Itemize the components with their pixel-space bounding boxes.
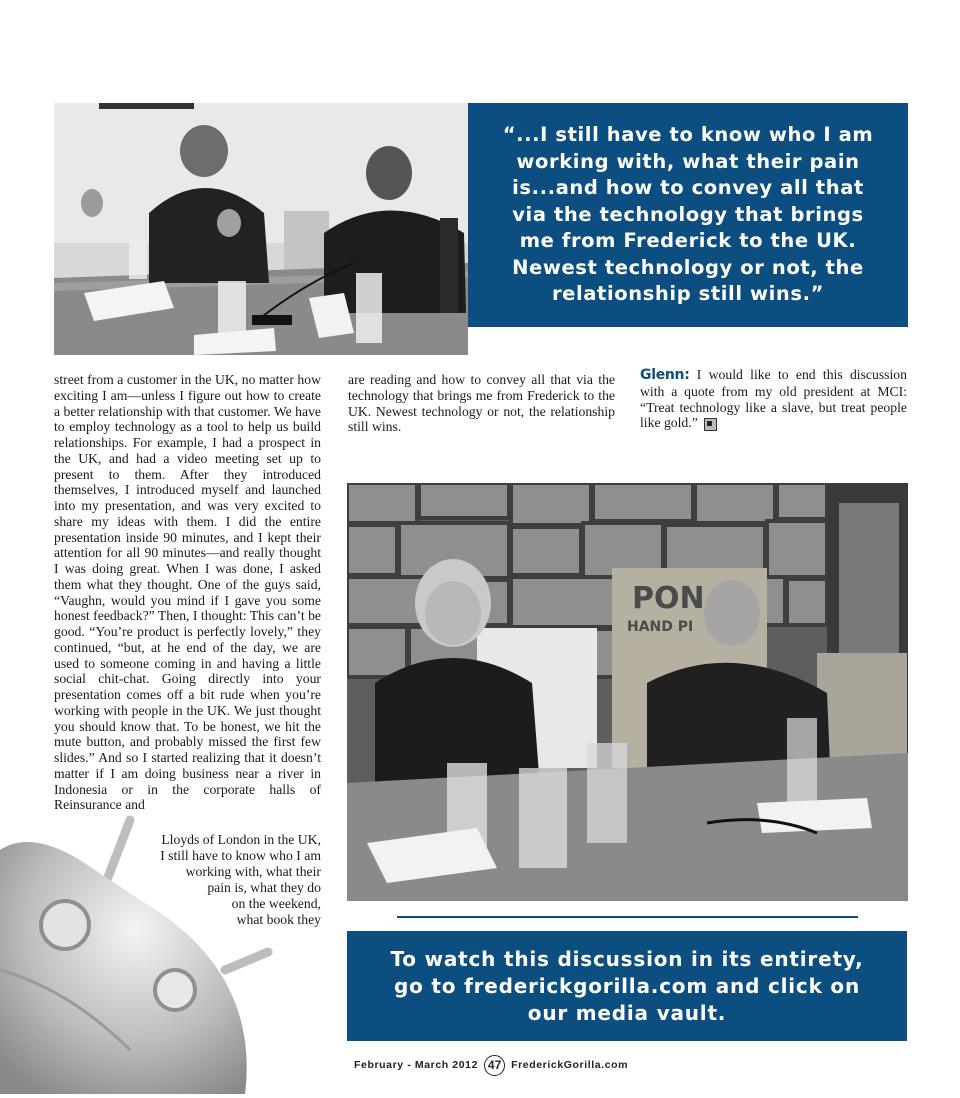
speaker-name: Glenn:	[640, 367, 690, 383]
website: FrederickGorilla.com	[511, 1059, 629, 1071]
page-number: 47	[484, 1055, 505, 1076]
wrap-line: pain is, what they do	[207, 880, 321, 895]
wrap-line: I still have to know who I am	[160, 848, 321, 863]
article-column-3	[640, 367, 907, 431]
wrap-line: Lloyds of London in the UK,	[161, 832, 321, 847]
pull-quote: “...I still have to know who I am working with, what their pain is...and how to convey all that via the technology that brings me from Frederick to the UK. Newest technology or not, the relationship still wins.”	[468, 103, 908, 327]
svg-text:PON: PON	[632, 581, 705, 616]
wrap-line: working with, what their	[185, 864, 321, 879]
article-column-2	[348, 372, 615, 435]
wrap-line: on the weekend,	[231, 896, 321, 911]
top-photo	[54, 103, 468, 355]
issue-date: February - March 2012	[354, 1059, 479, 1071]
bottom-photo	[347, 483, 908, 901]
svg-text:HAND PI: HAND PI	[627, 619, 694, 635]
article-column-1	[54, 372, 321, 813]
wrap-line: what book they	[236, 912, 321, 927]
robot-illustration	[0, 790, 290, 1094]
article-paragraph	[640, 367, 907, 431]
end-mark-icon	[704, 418, 717, 431]
article-paragraph: street from a customer in the UK, no matter how exciting I am—unless I figure out how to create a better relationship with that customer. We have to employ technology as a tool to help us build relationships. For example, I had a prospect in the UK, and had a video meeting set up to present to them. After they introduced themselves, I introduced myself and launched into my presentation, and was very excited to share my ideas with them. I did the entire presentation inside 90 minutes, and I kept their attention for all 90 minutes—and really thought I was doing great. When I was done, I asked them what they thought. One of the guys said, “Vaughn, would you mind if I gave you some honest feedback?” Then, I thought: This can’t be good. “You’re product is perfectly lovely,” they continued, “but, at he end of the day, we are used to someone coming in and having a little social chit-chat. Going directly into your presentation comes off a bit rude when you’re working with people in the UK. We just thought you should know that. To be honest, we hit the mute button, and probably missed the first few slides.” And so I started realizing that it doesn’t matter if I am doing business near a river in Indonesia or in the corporate halls of Reinsurance and	[54, 372, 321, 813]
page-footer	[354, 1054, 628, 1076]
call-to-action: To watch this discussion in its entirety, go to frederickgorilla.com and click on our media vault.	[347, 931, 907, 1041]
divider	[397, 916, 858, 918]
article-paragraph: are reading and how to convey all that via the technology that brings me from Frederick to the UK. Newest technology or not, the relationship still wins.	[348, 372, 615, 435]
quote-text: I would like to end this discussion with a quote from my old president at MCI: “Treat technology like a slave, but treat people like gold.”	[640, 367, 907, 431]
